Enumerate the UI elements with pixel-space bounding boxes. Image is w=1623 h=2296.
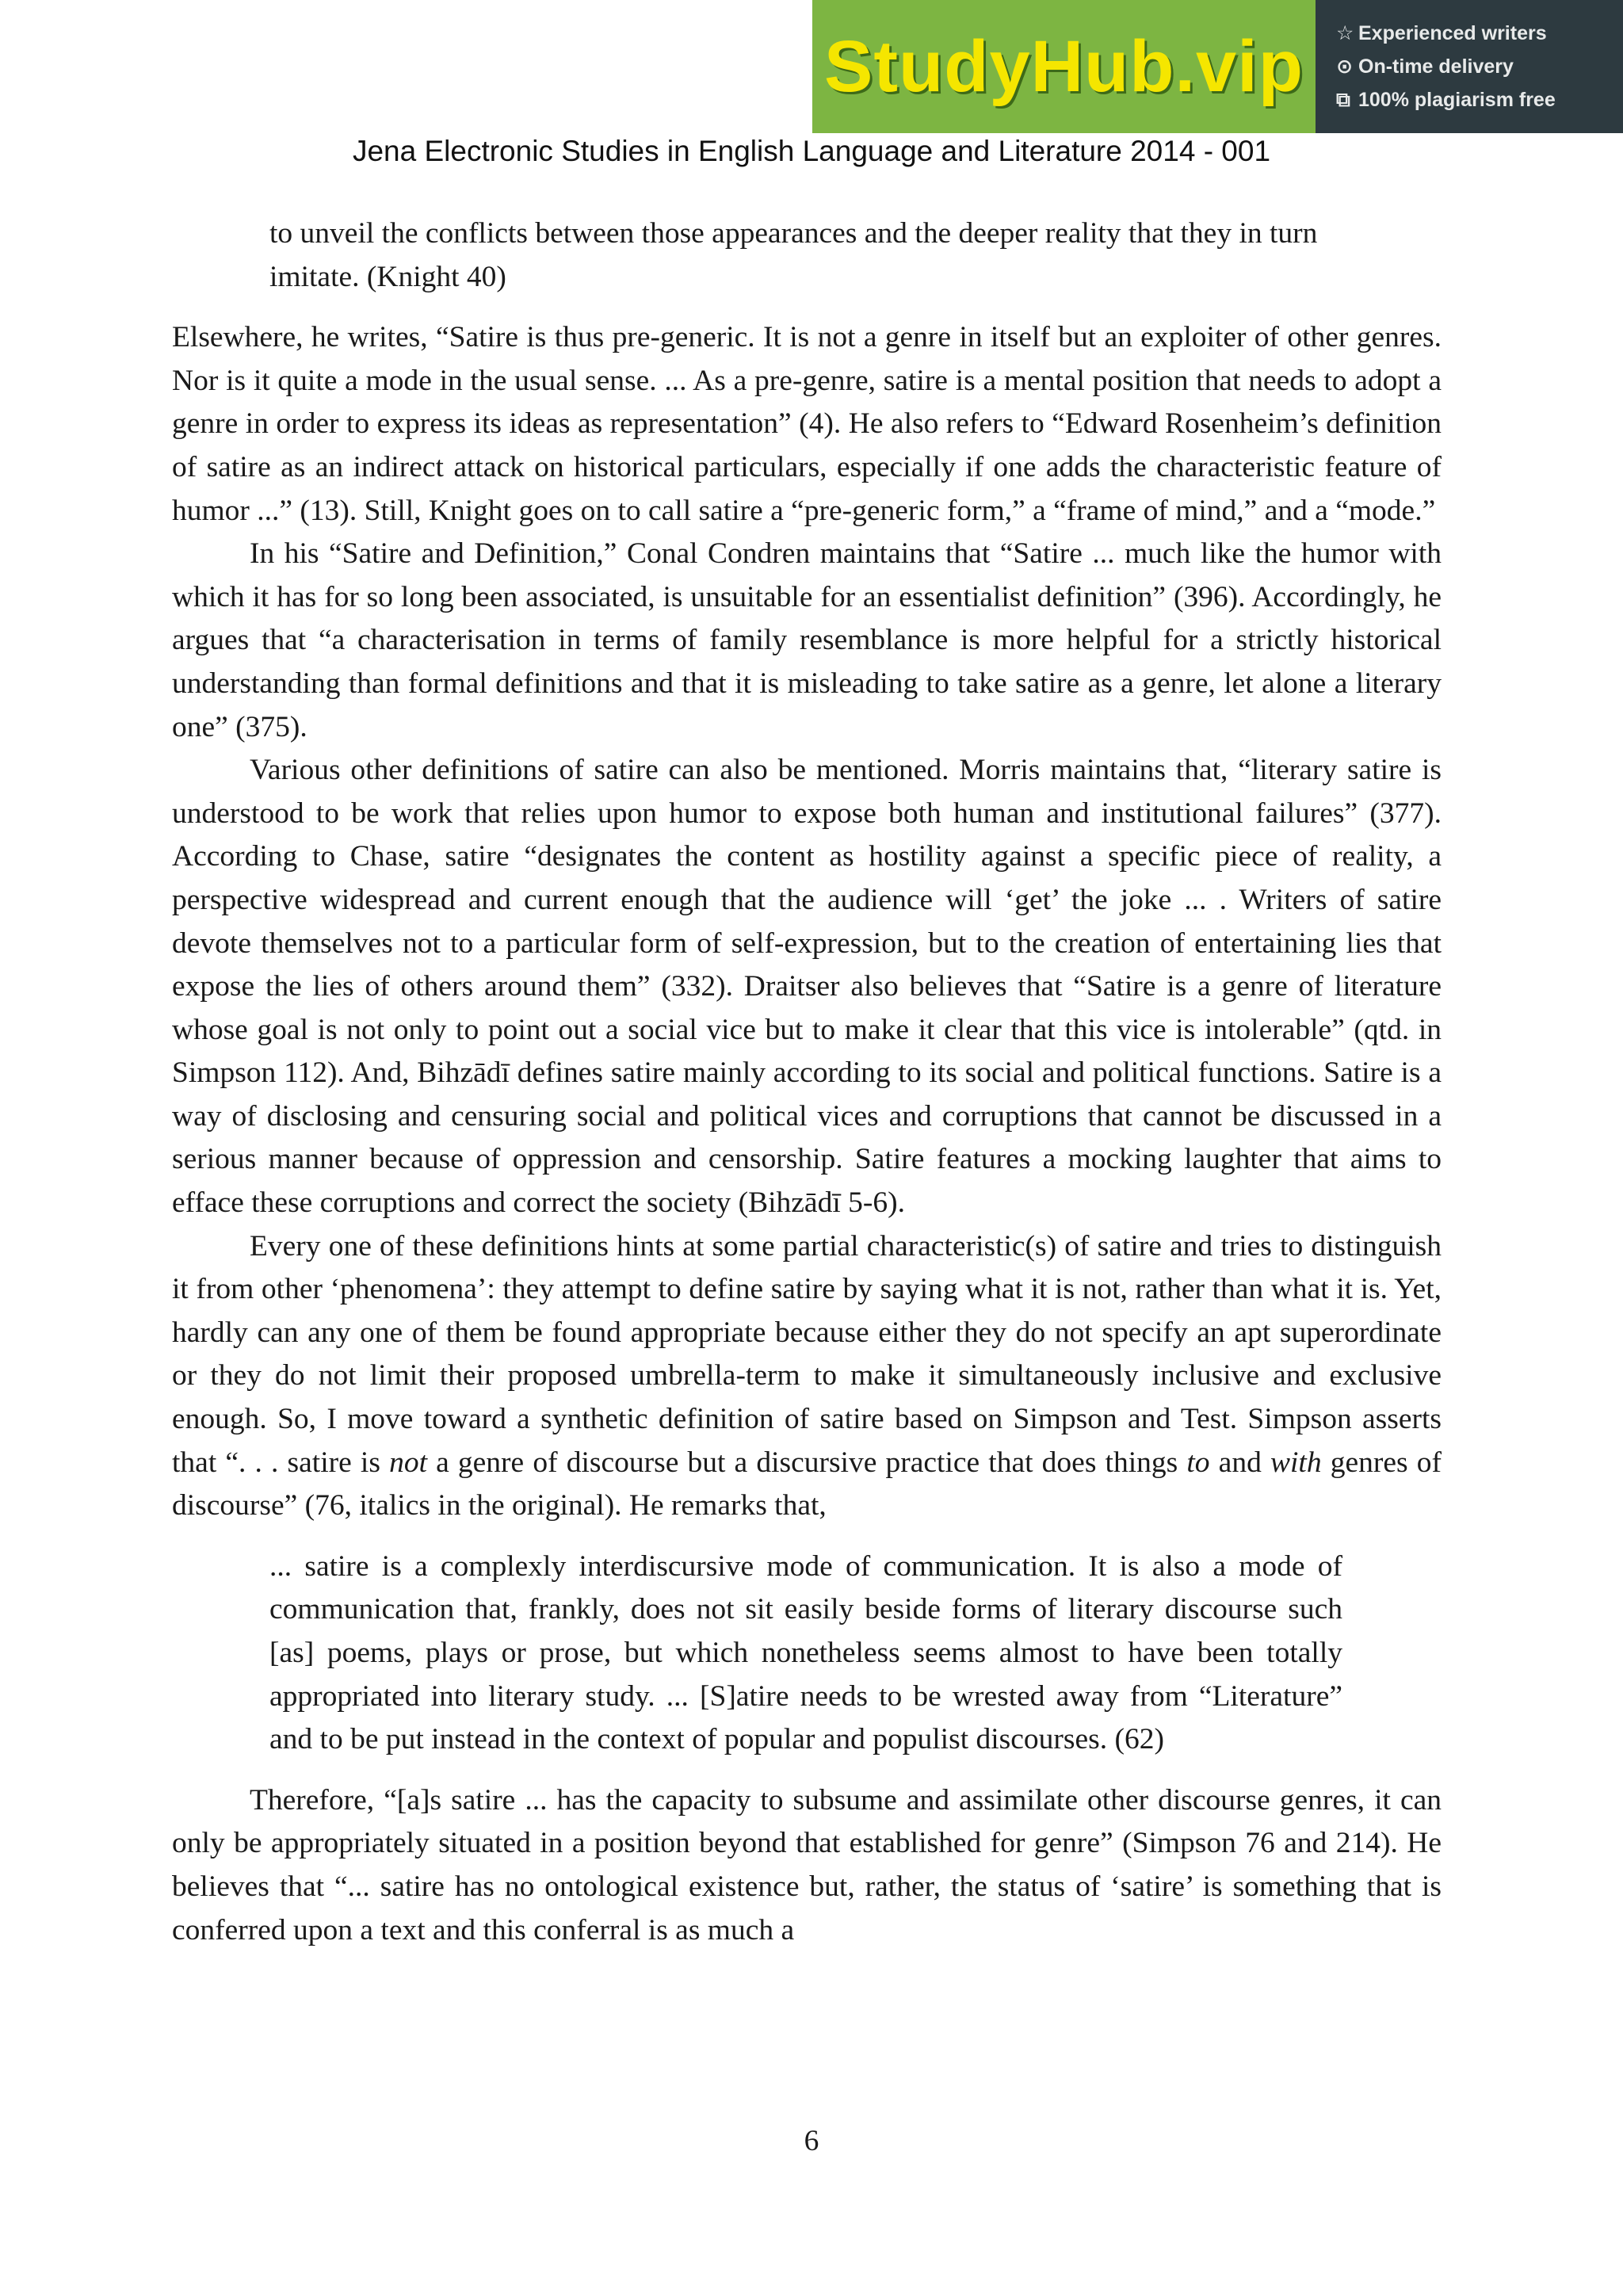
clock-icon: ⊙ <box>1336 55 1353 78</box>
page-number: 6 <box>804 2125 819 2157</box>
ad-banner[interactable] <box>812 0 1623 133</box>
logo-text: StudyHub.vip <box>824 25 1304 107</box>
star-outline-icon: ☆ <box>1336 22 1354 44</box>
paragraph-1: Elsewhere, he writes, “Satire is thus pre-generic. It is not a genre in itself but an exploiter of other genres. Nor is it quite a mode in the usual sense. ... As a pre-genre, satire is a mental position that needs to adopt a genre in order to express its ideas as representation” (4). He also refers to “Edward Rosenheim’s definition of satire as an indirect attack on historical particulars, especially if one adds the characteristic feature of humor ...” (13). Still, Knight goes on to call satire a “pre-generic form,” a “frame of mind,” and a “mode.” <box>172 321 1442 527</box>
paragraph-3: Various other definitions of satire can also be mentioned. Morris maintains that, “literary satire is understood to be work that relies upon humor to expose both human and institutional failures” (377). According to Chase, satire “designates the content as hostility against a specific piece of reality, a perspective widespread and current enough that the audience will ‘get’ the joke ... . Writers of satire devote themselves not to a particular form of self-expression, but to the creation of entertaining lies that expose the lies of others around them” (332). Draitser also believes that “Satire is a genre of literature whose goal is not only to point out a social vice but to make it clear that this vice is intolerable” (qtd. in Simpson 112). And, Bihzādī defines satire mainly according to its social and political functions. Satire is a way of disclosing and censuring social and political vices and corruptions that cannot be discussed in a serious manner because of oppression and censorship. Satire features a mocking laughter that aims to efface these corruptions and correct the society (Bihzādī 5-6). <box>172 754 1442 1220</box>
feature-experienced-writers: ☆ Experienced writers <box>1336 17 1623 50</box>
document-copy-icon: ⧉ <box>1336 89 1350 111</box>
banner-feature-list <box>1316 0 1623 133</box>
studyhub-logo[interactable] <box>812 0 1316 133</box>
running-header: Jena Electronic Studies in English Language and Literature 2014 - 001 <box>352 135 1271 167</box>
feature-on-time-delivery: ⊙ On-time delivery <box>1336 50 1623 83</box>
page-body <box>172 212 1442 1952</box>
block-quote-simpson: ... satire is a complexly interdiscursive mode of communication. It is also a mode of communication that, frankly, does not sit easily beside forms of literary discourse such [as] poems, plays or prose, but which nonetheless seems almost to have been totally appropriated into literary study. ... [S]atire needs to be wrested away from “Literature” and to be put instead in the context of popular and populist discourses. (62) <box>269 1549 1342 1756</box>
paragraph-4: Every one of these definitions hints at some partial characteristic(s) of satire and tries to distinguish it from other ‘phenomena’: they attempt to define satire by saying what it is not, rather than what it is. Yet, hardly can any one of them be found appropriate because either they do not specify an apt superordinate or they do not limit their proposed umbrella-term to make it simultaneously inclusive and exclusive enough. So, I move toward a synthetic definition of satire based on Simpson and Test. Simpson asserts that “. . . satire is not a genre of discourse but a discursive practice that does things to and with genres of discourse” (76, italics in the original). He remarks that, <box>172 1229 1442 1522</box>
block-quote-knight: to unveil the conflicts between those appearances and the deeper reality that they in turn imitate. (Knight 40) <box>269 217 1318 293</box>
feature-plagiarism-free: ⧉ 100% plagiarism free <box>1336 83 1623 117</box>
paragraph-5: Therefore, “[a]s satire ... has the capacity to subsume and assimilate other discourse genres, it can only be appropriately situated in a position beyond that established for genre” (Simpson 76 and 214). He believes that “... satire has no ontological existence but, rather, the status of ‘satire’ is something that is conferred upon a text and this conferral is as much a <box>172 1783 1442 1946</box>
paragraph-2: In his “Satire and Definition,” Conal Condren maintains that “Satire ... much like the humor with which it has for so long been associated, is unsuitable for an essentialist definition” (396). Accordingly, he argues that “a characterisation in terms of family resemblance is more helpful for a strictly historical understanding than formal definitions and that it is misleading to take satire as a genre, let alone a literary one” (375). <box>172 537 1442 743</box>
